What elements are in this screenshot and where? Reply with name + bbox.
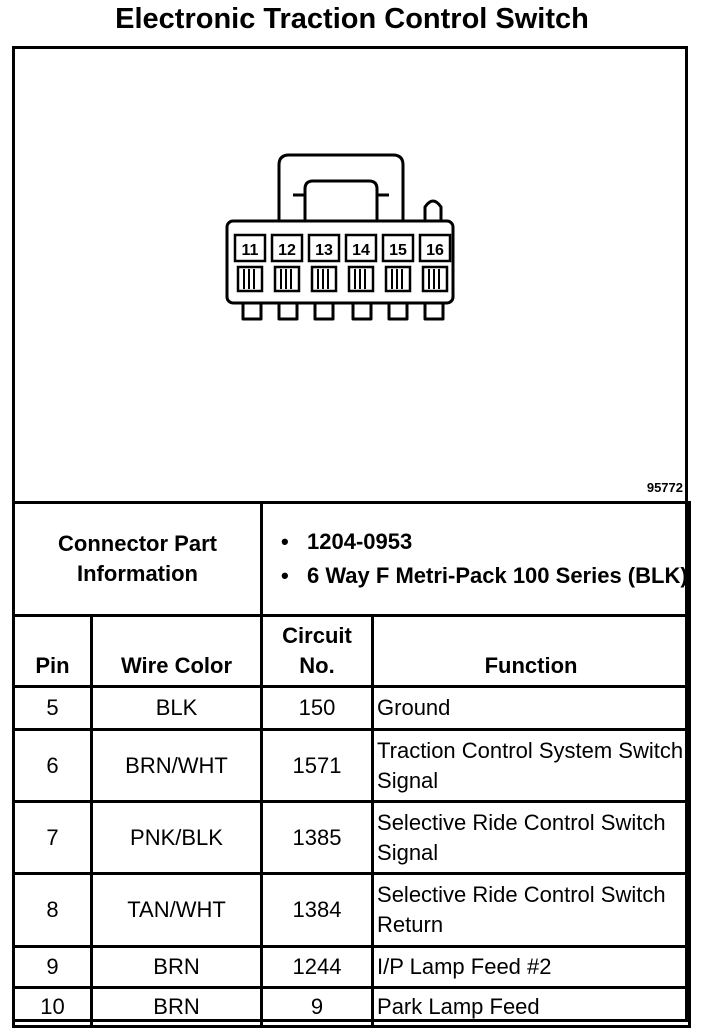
cavity-label: 11 [241,242,259,259]
table-header-row [14,616,690,687]
page-title: Electronic Traction Control Switch [115,3,589,35]
circuit-cell: 1571 [262,730,373,802]
cavity-label: 16 [426,242,444,259]
header-wire-color: Wire Color [92,616,262,687]
function-cell: Selective Ride Control Switch Signal [373,802,690,874]
connector-info-row [14,503,690,616]
table-row [14,874,690,947]
cavity-label: 14 [352,242,370,259]
pin-cell: 5 [14,687,92,730]
table-row [14,687,690,730]
header-function: Function [373,616,690,687]
wire-color-cell: TAN/WHT [92,874,262,947]
wire-color-cell: BRN/WHT [92,730,262,802]
function-cell: Ground [373,687,690,730]
pin-cell: 7 [14,802,92,874]
circuit-cell: 9 [262,988,373,1027]
function-cell: Selective Ride Control Switch Return [373,874,690,947]
table-row [14,730,690,802]
header-pin: Pin [14,616,92,687]
wire-color-cell: PNK/BLK [92,802,262,874]
pin-cell: 9 [14,947,92,988]
connector-drawing [15,49,685,501]
wire-color-cell: BLK [92,687,262,730]
cavity-label: 15 [389,242,407,259]
circuit-cell: 1384 [262,874,373,947]
figure-number: 95772 [646,480,683,495]
function-cell: Park Lamp Feed [373,988,690,1027]
cavity-label: 12 [278,242,296,259]
pin-cell: 6 [14,730,92,802]
pin-cell: 10 [14,988,92,1027]
circuit-cell: 1385 [262,802,373,874]
function-cell: Traction Control System Switch Signal [373,730,690,802]
connector-info-label: Connector Part Information [14,503,262,616]
connector-key [425,201,441,221]
connector-type: • 6 Way F Metri-Pack 100 Series (BLK) [307,559,688,593]
pinout-table [12,501,691,1028]
pin-cell: 8 [14,874,92,947]
table-row [14,988,690,1027]
connector-part-number: • 1204-0953 [307,525,688,559]
connector-info-details [262,503,690,616]
wire-color-cell: BRN [92,988,262,1027]
circuit-cell: 150 [262,687,373,730]
connector-latch [279,155,403,221]
connector-cavities [235,235,450,291]
connector-diagram [15,49,685,501]
table-row [14,802,690,874]
header-circuit-no: Circuit No. [262,616,373,687]
table-row [14,947,690,988]
wire-color-cell: BRN [92,947,262,988]
function-cell: I/P Lamp Feed #2 [373,947,690,988]
circuit-cell: 1244 [262,947,373,988]
cavity-label: 13 [315,242,333,259]
